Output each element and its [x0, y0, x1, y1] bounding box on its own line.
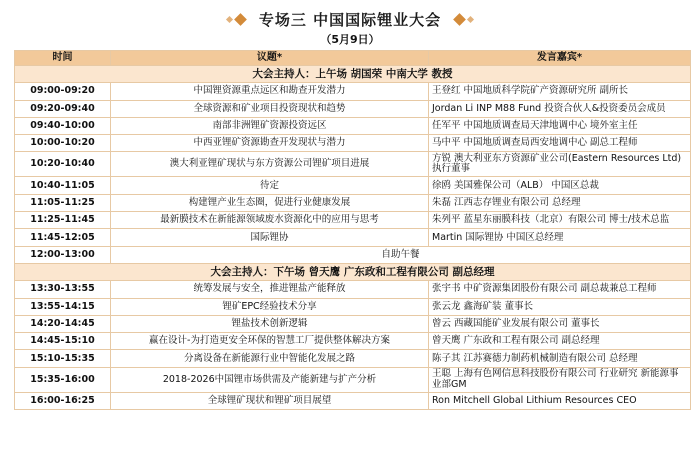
afternoon-chair: 大会主持人：下午场 曾天鹰 广东政和工程有限公司 副总经理	[15, 263, 691, 280]
table-row	[15, 350, 691, 367]
row-topic: 中西亚锂矿资源勘查开发现状与潜力	[111, 135, 429, 152]
table-row	[15, 135, 691, 152]
table-row	[15, 212, 691, 229]
lunch-label: 自助午餐	[111, 246, 691, 263]
column-header-topic: 议题*	[111, 51, 429, 66]
table-row	[15, 333, 691, 350]
agenda-table	[14, 50, 691, 410]
table-row	[15, 229, 691, 246]
row-speaker: 张宇书 中矿资源集团股份有限公司 副总裁兼总工程师	[429, 281, 691, 298]
left-diamond-icon	[234, 13, 247, 26]
row-time: 09:20-09:40	[15, 100, 111, 117]
table-row	[15, 281, 691, 298]
row-time: 14:20-14:45	[15, 315, 111, 332]
row-time: 09:00-09:20	[15, 83, 111, 100]
table-row	[15, 315, 691, 332]
row-speaker: 陈子其 江苏赛德力制药机械制造有限公司 总经理	[429, 350, 691, 367]
row-topic: 统筹发展与安全，推进锂盐产能释放	[111, 281, 429, 298]
row-speaker: 朱列平 蓝星东丽膜科技（北京）有限公司 博士/技术总监	[429, 212, 691, 229]
row-topic: 2018-2026中国锂市场供需及产能新建与扩产分析	[111, 367, 429, 392]
table-row	[15, 392, 691, 409]
table-row	[15, 117, 691, 134]
row-speaker: Jordan Li INP M88 Fund 投资合伙人&投资委员会成员	[429, 100, 691, 117]
row-topic: 分离设备在新能源行业中智能化发展之路	[111, 350, 429, 367]
row-time: 11:45-12:05	[15, 229, 111, 246]
row-time: 14:45-15:10	[15, 333, 111, 350]
row-speaker: 徐鸥 美国雅保公司（ALB） 中国区总裁	[429, 177, 691, 194]
row-speaker: Martin 国际锂协 中国区总经理	[429, 229, 691, 246]
row-speaker: 马中平 中国地质调查局西安地调中心 副总工程师	[429, 135, 691, 152]
row-time: 09:40-10:00	[15, 117, 111, 134]
row-speaker: 曾云 西藏国能矿业发展有限公司 董事长	[429, 315, 691, 332]
row-speaker: 方锐 澳大利亚东方资源矿业公司(Eastern Resources Ltd)执行董事	[429, 152, 691, 177]
table-header-row	[15, 51, 691, 66]
row-time: 10:20-10:40	[15, 152, 111, 177]
row-topic: 赢在设计-为打造更安全环保的智慧工厂提供整体解决方案	[111, 333, 429, 350]
row-topic: 待定	[111, 177, 429, 194]
table-row	[15, 100, 691, 117]
row-topic: 锂盐技术创新逻辑	[111, 315, 429, 332]
lunch-row	[15, 246, 691, 263]
row-speaker: 任军平 中国地质调查局天津地调中心 境外室主任	[429, 117, 691, 134]
row-topic: 中国锂资源重点远区和勘查开发潜力	[111, 83, 429, 100]
column-header-speaker: 发言嘉宾*	[429, 51, 691, 66]
morning-chair: 大会主持人：上午场 胡国荣 中南大学 教授	[15, 66, 691, 83]
table-row	[15, 367, 691, 392]
row-speaker: 王聪 上海有色网信息科技股份有限公司 行业研究 新能源事业部GM	[429, 367, 691, 392]
table-row	[15, 152, 691, 177]
row-speaker: 曾天鹰 广东政和工程有限公司 副总经理	[429, 333, 691, 350]
header	[0, 6, 700, 32]
row-topic: 构建锂产业生态圈，促进行业健康发展	[111, 194, 429, 211]
column-header-time: 时间	[15, 51, 111, 66]
row-topic: 南部非洲锂矿资源投资远区	[111, 117, 429, 134]
table-row	[15, 83, 691, 100]
row-topic: 全球锂矿现状和锂矿项目展望	[111, 392, 429, 409]
row-speaker: 朱磊 江西志存锂业有限公司 总经理	[429, 194, 691, 211]
row-time: 13:30-13:55	[15, 281, 111, 298]
row-time: 10:40-11:05	[15, 177, 111, 194]
right-dot-icon	[467, 15, 474, 22]
row-time: 16:00-16:25	[15, 392, 111, 409]
row-topic: 最新膜技术在新能源领域废水资源化中的应用与思考	[111, 212, 429, 229]
row-speaker: 王登红 中国地质科学院矿产资源研究所 副所长	[429, 83, 691, 100]
row-speaker: Ron Mitchell Global Lithium Resources CEO	[429, 392, 691, 409]
row-speaker: 张云龙 鑫海矿装 董事长	[429, 298, 691, 315]
right-diamond-icon	[453, 13, 466, 26]
row-time: 15:35-16:00	[15, 367, 111, 392]
table-row	[15, 194, 691, 211]
row-topic: 国际锂协	[111, 229, 429, 246]
row-topic: 全球资源和矿业项目投资现状和趋势	[111, 100, 429, 117]
row-time: 12:00-13:00	[15, 246, 111, 263]
table-row	[15, 177, 691, 194]
row-time: 10:00-10:20	[15, 135, 111, 152]
table-row	[15, 298, 691, 315]
row-time: 13:55-14:15	[15, 298, 111, 315]
row-topic: 锂矿EPC经验技术分享	[111, 298, 429, 315]
page-title: 专场三 中国国际锂业大会	[258, 10, 442, 29]
row-time: 11:25-11:45	[15, 212, 111, 229]
left-dot-icon	[226, 15, 233, 22]
session-date: （5月9日）	[320, 33, 380, 46]
afternoon-chair-row	[15, 263, 691, 280]
morning-chair-row	[15, 66, 691, 83]
row-topic: 澳大利亚锂矿现状与东方资源公司锂矿项目进展	[111, 152, 429, 177]
row-time: 15:10-15:35	[15, 350, 111, 367]
row-time: 11:05-11:25	[15, 194, 111, 211]
